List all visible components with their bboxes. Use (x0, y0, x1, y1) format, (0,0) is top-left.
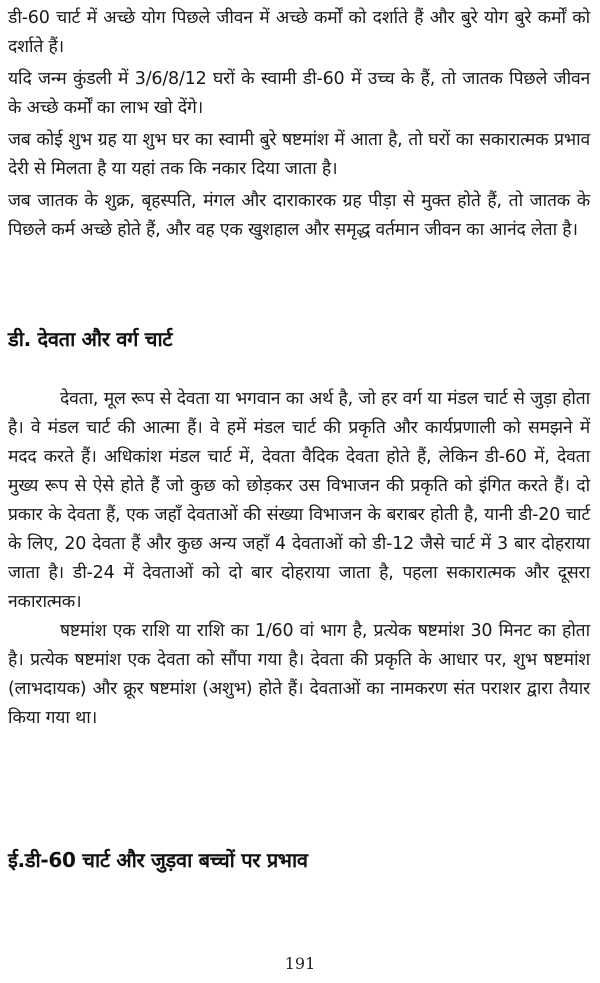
intro-points (8, 4, 590, 248)
body-paragraph: षष्टमांश एक राशि या राशि का 1/60 वां भाग है, प्रत्येक षष्टमांश 30 मिनट का होता है। प्रत्येक षष्टमांश एक देवता को सौंपा गया है। देवता की प्रकृति के आधार पर, शुभ षष्टमांश (लाभदायक) और क्रूर षष्टमांश (अशुभ) होते हैं। देवताओं का नामकरण संत पराशर द्वारा तैयार किया गया था। (8, 621, 590, 728)
body-paragraph: देवता, मूल रूप से देवता या भगवान का अर्थ है, जो हर वर्ग या मंडल चार्ट से जुड़ा होता है। वे मंडल चार्ट की आत्मा हैं। वे हमें मंडल चार्ट की प्रकृति और कार्यप्रणाली को समझने में मदद करते हैं। अधिकांश मंडल चार्ट में, देवता वैदिक देवता होते हैं, लेकिन डी-60 में, देवता मुख्य रूप से ऐसे होते हैं जो कुछ को छोड़कर उस विभाजन की प्रकृति को इंगित करते हैं। दो प्रकार के देवता हैं, एक जहाँ देवताओं की संख्या विभाजन के बराबर होती है, यानी डी-20 चार्ट के लिए, 20 देवता हैं और कुछ अन्य जहाँ 4 देवताओं को डी-12 जैसे चार्ट में 3 बार दोहराया जाता है। डी-24 में देवताओं को दो बार दोहराया जाता है, पहला सकारात्मक और दूसरा नकारात्मक। (8, 389, 590, 612)
intro-paragraph: जब कोई शुभ ग्रह या शुभ घर का स्वामी बुरे षष्टमांश में आता है, तो घरों का सकारात्मक प्रभाव देरी से मिलता है या यहां तक कि नकार दिया जाता है। (8, 130, 590, 179)
intro-paragraph: यदि जन्म कुंडली में 3/6/8/12 घरों के स्वामी डी-60 में उच्च के हैं, तो जातक पिछले जीवन के अच्छे कर्मों का लाभ खो देंगे। (8, 69, 590, 118)
intro-paragraph: डी-60 चार्ट में अच्छे योग पिछले जीवन में अच्छे कर्मों को दर्शाते हैं और बुरे योग बुरे कर्मों को दर्शाते हैं। (8, 8, 590, 57)
section-body-deity (8, 385, 590, 733)
page-number: 191 (284, 954, 316, 973)
section-heading-twins: ई.डी-60 चार्ट और जुड़वा बच्चों पर प्रभाव (8, 848, 308, 872)
intro-paragraph: जब जातक के शुक्र, बृहस्पति, मंगल और दाराकारक ग्रह पीड़ा से मुक्त होते हैं, तो जातक के पिछले कर्म अच्छे होते हैं, और वह एक खुशहाल और समृद्ध वर्तमान जीवन का आनंद लेता है। (8, 191, 590, 240)
section-heading-deity: डी. देवता और वर्ग चार्ट (8, 327, 173, 351)
